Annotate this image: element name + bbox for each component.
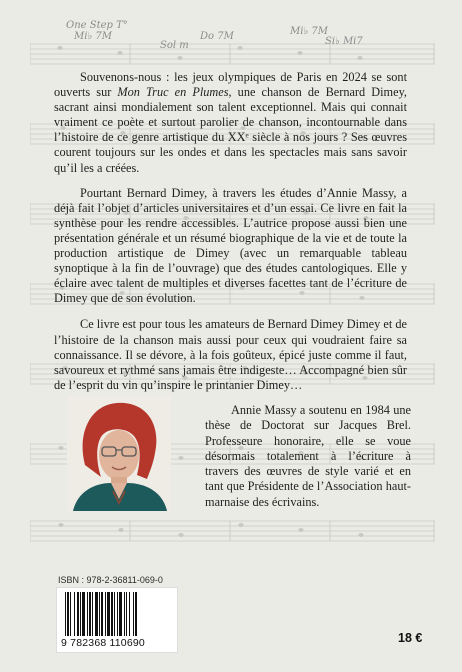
paragraph-studies: Pourtant Bernard Dimey, à travers les études d’Annie Massy, a déjà fait l’objet d’articles universitaires et d’un essai. Ce livre en fait la synthèse pour les rendre accessibles. L’autrice propose aussi bien une présentation générale et un résumé biographique de la vie et de toute la production artistique de Dimey (avec un remarquable tableau synoptique à la fin de l’ouvrage) que des études cantologiques. Elle y éclaire avec talent de multiples et diverses facettes tant de l’écriture de Dimey que de son évolution. (54, 185, 407, 306)
barcode-bar (135, 592, 137, 636)
paragraph-audience: Ce livre est pour tous les amateurs de Bernard Dimey Dimey et de l’histoire de la chanson mais aussi pour ceux qui voudraient faire sa connaissance. Il se dévore, à la fois goûteux, épicé juste comme il faut, savoureux et rythmé sans jamais être indigeste… Accompagné bien sûr de l’esprit du vin qu’inspire le printanier Dimey… (54, 317, 407, 392)
barcode-bar (124, 592, 125, 636)
barcode-bar (74, 592, 75, 636)
note-head (178, 533, 183, 537)
price-label: 18 € (398, 631, 423, 645)
barcode-bar (82, 592, 85, 636)
barcode-bar (111, 592, 113, 636)
barcode-bar (101, 592, 103, 636)
barcode-bar (87, 592, 88, 636)
note-head (58, 523, 63, 527)
chord-annotation: Sol m (160, 40, 189, 51)
barcode-bar (89, 592, 91, 636)
note-head (57, 46, 62, 50)
note-head (237, 46, 242, 50)
note-head (358, 533, 363, 537)
barcode-bar (80, 592, 81, 636)
barcode-bar (65, 592, 66, 636)
barcode-bar (92, 592, 93, 636)
barcode-bar (119, 592, 122, 636)
barcode-bar (70, 592, 71, 636)
barcode-bar (99, 592, 100, 636)
barcode-bar (129, 592, 130, 636)
note-head (178, 456, 183, 460)
barcode-bar (117, 592, 118, 636)
song-title: Mon Truc en Plumes (117, 85, 229, 100)
note-head (357, 56, 362, 60)
barcode-bar (126, 592, 127, 636)
chord-annotation: Do 7M (200, 31, 234, 42)
barcode-bar (77, 592, 79, 636)
note-head (118, 528, 123, 532)
barcode-bar (133, 592, 134, 636)
note-head (117, 51, 122, 55)
chord-annotation: Mi♭ 7M (290, 26, 328, 37)
barcode-bar (105, 592, 106, 636)
chord-annotation: Mi♭ 7M (74, 31, 112, 42)
note-head (297, 51, 302, 55)
author-photo (67, 395, 171, 511)
barcode-bar (107, 592, 110, 636)
barcode-bars (63, 592, 171, 638)
note-head (298, 528, 303, 532)
note-head (177, 56, 182, 60)
note-head (238, 523, 243, 527)
barcode-digits: 9 782368 110690 (61, 637, 145, 649)
chord-annotation: Si♭ Mi7 (325, 36, 363, 47)
tempo-annotation: One Step T° (66, 20, 128, 31)
barcode-bar (95, 592, 98, 636)
barcode (56, 587, 178, 653)
barcode-bar (114, 592, 115, 636)
note-head (58, 446, 63, 450)
paragraph-intro: Souvenons-nous : les jeux olympiques de Paris en 2024 se sont ouverts sur Mon Truc en Plumes, une chanson de Bernard Dimey, sacrant ainsi mondialement son talent exceptionnel. Mais qui connait vraiment ce poète et surtout parolier de chanson, incontournable dans l’histoire de ce genre artistique du XXᵉ siècle à nos jours ? Ses œuvres courent toujours sur les ondes et dans les spectacles mais sans savoir qu’il les a créées. (54, 70, 407, 175)
back-cover-text (54, 70, 407, 402)
barcode-bar (67, 592, 69, 636)
author-bio: Annie Massy a soutenu en 1984 une thèse de Doctorat sur Jacques Brel. Professeure honoraire, elle se voue désormais totalement à l’écriture à travers des œuvres de style varié et en tant que Présidente de l’Association haut-marnaise des écrivains. (205, 403, 411, 509)
isbn-label: ISBN : 978-2-36811-069-0 (58, 575, 163, 585)
